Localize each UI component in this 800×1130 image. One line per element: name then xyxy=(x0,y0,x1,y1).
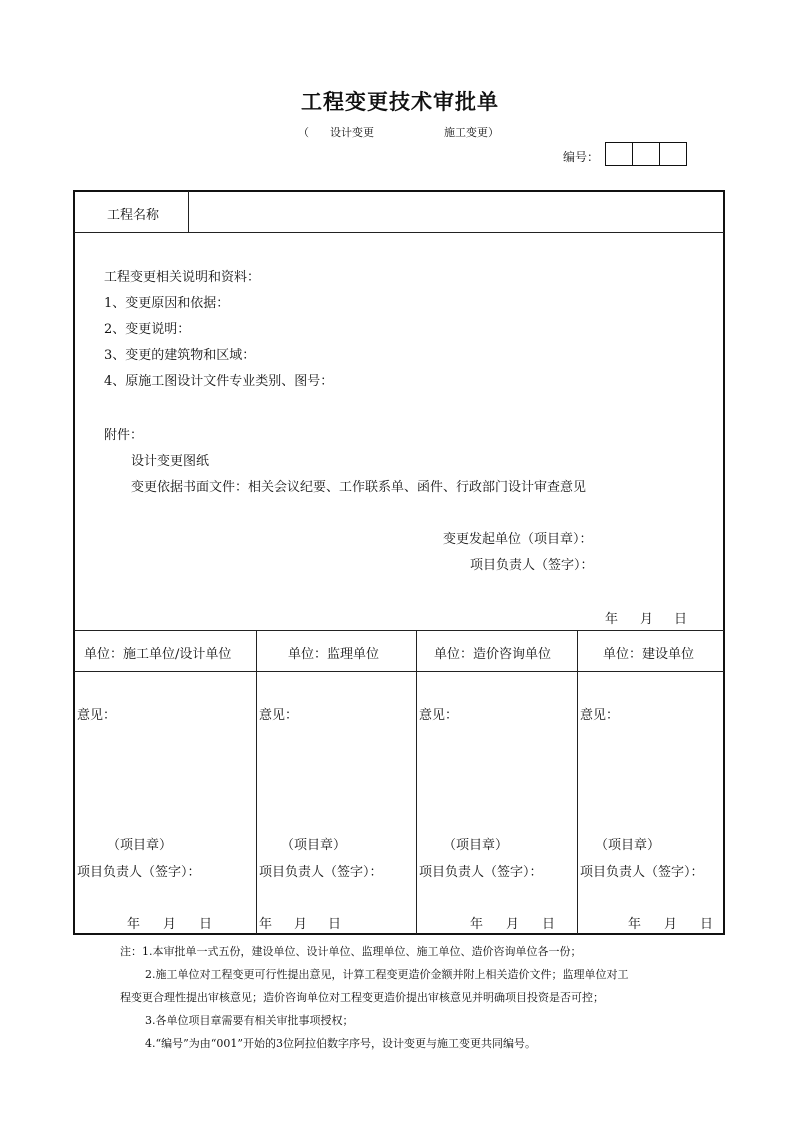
change-area-item: 3、变更的建筑物和区域： xyxy=(104,348,256,363)
date-month: 月 xyxy=(163,917,177,932)
column-divider xyxy=(256,630,257,934)
date-day: 日 xyxy=(700,917,714,932)
project-seal-label: （项目章） xyxy=(107,838,173,853)
column-divider xyxy=(577,630,578,934)
note-line: 3.各单位项目章需要有相关审批事项授权； xyxy=(145,1014,354,1027)
note-line: 2.施工单位对工程变更可行性提出意见，计算工程变更造价金额并附上相关造价文件；监理单位对工 xyxy=(145,968,629,981)
date-year: 年 xyxy=(259,917,273,932)
date-month: 月 xyxy=(506,917,520,932)
note-line: 4.“编号”为由“001”开始的3位阿拉伯数字序号，设计变更与施工变更共同编号。 xyxy=(145,1037,536,1050)
signer-label: 项目负责人（签字）： xyxy=(580,865,704,880)
signer-label: 项目负责人（签字）： xyxy=(419,865,543,880)
row-divider xyxy=(74,232,724,233)
column-divider xyxy=(416,630,417,934)
signer-label: 项目负责人（签字）： xyxy=(259,865,383,880)
project-seal-label: （项目章） xyxy=(281,838,347,853)
leader-signature-label: 项目负责人（签字）： xyxy=(470,558,594,573)
attachments-heading: 附件： xyxy=(104,428,144,443)
number-digit-box[interactable] xyxy=(659,143,686,165)
project-name-label: 工程名称 xyxy=(107,208,160,223)
type-construction-change: 施工变更） xyxy=(444,126,499,139)
signer-label: 项目负责人（签字）： xyxy=(77,865,201,880)
change-reason-item: 1、变更原因和依据： xyxy=(104,296,230,311)
original-drawing-item: 4、原施工图设计文件专业类别、图号： xyxy=(104,374,334,389)
opinion-label: 意见： xyxy=(259,708,299,723)
date-year: 年 xyxy=(470,917,484,932)
number-label: 编号： xyxy=(563,150,600,164)
date-year: 年 xyxy=(605,612,619,627)
type-bracket-open: （ xyxy=(298,126,309,139)
date-month: 月 xyxy=(640,612,654,627)
column-divider xyxy=(188,191,189,232)
note-line: 注：1.本审批单一式五份，建设单位、设计单位、监理单位、施工单位、造价咨询单位各一份； xyxy=(120,945,582,958)
unit-header-cost-consulting: 单位：造价咨询单位 xyxy=(434,647,552,662)
attachment-item: 变更依据书面文件：相关会议纪要、工作联系单、函件、行政部门设计审查意见 xyxy=(131,480,587,495)
change-info-heading: 工程变更相关说明和资料： xyxy=(104,270,261,285)
date-year: 年 xyxy=(127,917,141,932)
date-day: 日 xyxy=(542,917,556,932)
number-digit-box[interactable] xyxy=(606,143,632,165)
opinion-label: 意见： xyxy=(580,708,620,723)
date-day: 日 xyxy=(328,917,342,932)
type-design-change: 设计变更 xyxy=(330,126,374,139)
unit-header-owner: 单位：建设单位 xyxy=(603,647,695,662)
opinion-label: 意见： xyxy=(77,708,117,723)
number-digit-box[interactable] xyxy=(632,143,659,165)
change-description-item: 2、变更说明： xyxy=(104,322,191,337)
row-divider xyxy=(74,671,724,672)
date-month: 月 xyxy=(294,917,308,932)
date-day: 日 xyxy=(199,917,213,932)
page-title: 工程变更技术审批单 xyxy=(301,90,499,114)
opinion-label: 意见： xyxy=(419,708,459,723)
project-seal-label: （项目章） xyxy=(595,838,661,853)
project-name-field[interactable] xyxy=(200,204,700,222)
number-boxes[interactable] xyxy=(605,142,687,166)
date-day: 日 xyxy=(674,612,688,627)
date-year: 年 xyxy=(628,917,642,932)
project-seal-label: （项目章） xyxy=(443,838,509,853)
initiator-seal-label: 变更发起单位（项目章）： xyxy=(443,532,593,547)
note-line: 程变更合理性提出审核意见；造价咨询单位对工程变更造价提出审核意见并明确项目投资是否可控； xyxy=(120,991,604,1004)
date-month: 月 xyxy=(664,917,678,932)
unit-header-supervision: 单位：监理单位 xyxy=(288,647,380,662)
unit-header-construction-design: 单位：施工单位/设计单位 xyxy=(84,647,232,662)
attachment-item: 设计变更图纸 xyxy=(131,454,210,469)
row-divider xyxy=(74,630,724,631)
